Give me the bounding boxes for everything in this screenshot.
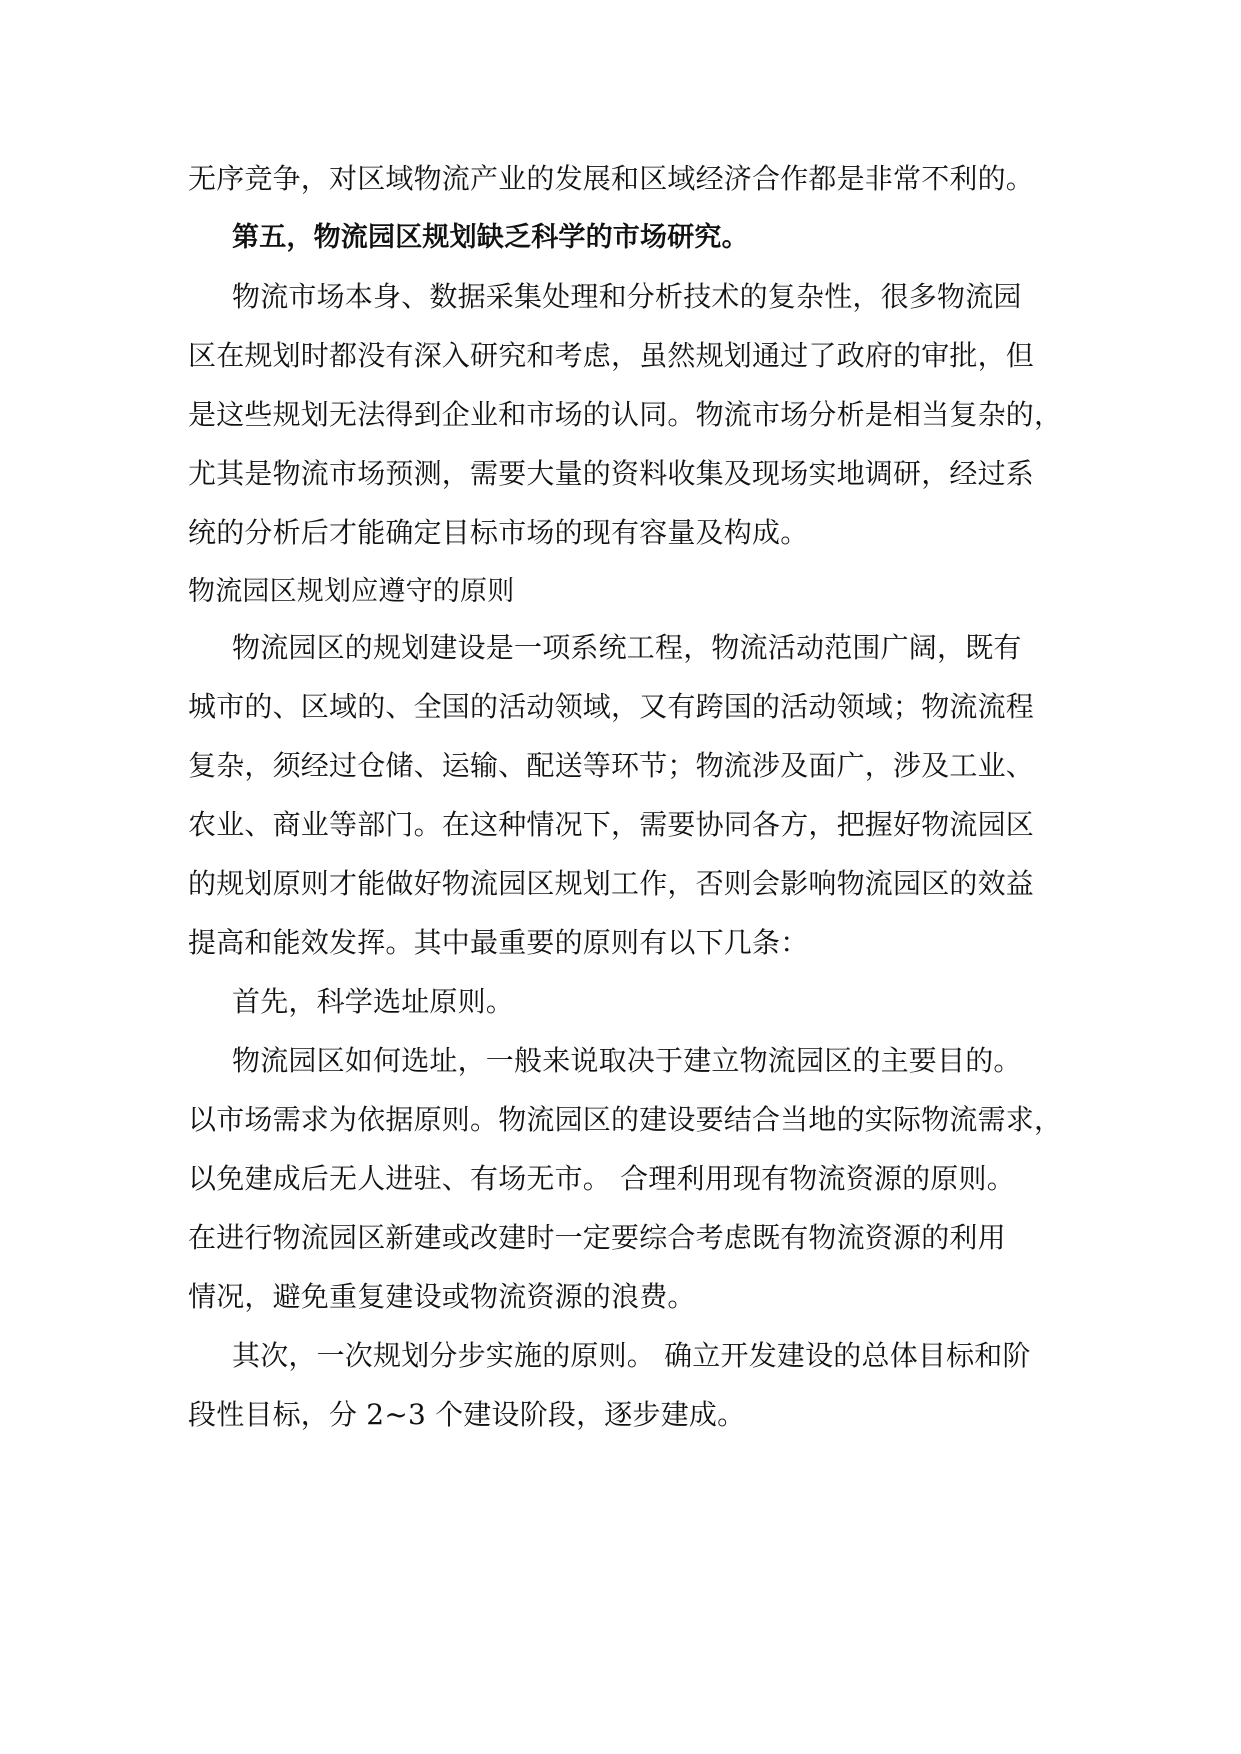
text-line: 尤其是物流市场预测，需要大量的资料收集及现场实地调研，经过系 <box>188 457 1035 490</box>
text-line: 物流园区如何选址，一般来说取决于建立物流园区的主要目的。 <box>232 1044 1022 1077</box>
text-line: 首先，科学选址原则。 <box>232 985 515 1018</box>
text-line: 物流园区的规划建设是一项系统工程，物流活动范围广阔，既有 <box>232 631 1022 664</box>
text-line: 的规划原则才能做好物流园区规划工作，否则会影响物流园区的效益 <box>188 867 1035 900</box>
text-line: 城市的、区域的、全国的活动领域，又有跨国的活动领域；物流流程 <box>188 690 1035 723</box>
section-heading: 第五，物流园区规划缺乏科学的市场研究。 <box>232 222 749 253</box>
text-line: 情况，避免重复建设或物流资源的浪费。 <box>188 1280 696 1313</box>
text-line: 区在规划时都没有深入研究和考虑，虽然规划通过了政府的审批，但 <box>188 339 1035 372</box>
text-line: 复杂，须经过仓储、运输、配送等环节；物流涉及面广，涉及工业、 <box>188 749 1035 782</box>
text-line: 无序竞争，对区域物流产业的发展和区域经济合作都是非常不利的。 <box>188 162 1035 195</box>
text-line: 以市场需求为依据原则。物流园区的建设要结合当地的实际物流需求， <box>188 1103 1063 1136</box>
text-line: 农业、商业等部门。在这种情况下，需要协同各方，把握好物流园区 <box>188 808 1035 841</box>
text-line: 是这些规划无法得到企业和市场的认同。物流市场分析是相当复杂的， <box>188 398 1063 431</box>
text-line: 统的分析后才能确定目标市场的现有容量及构成。 <box>188 516 809 549</box>
text-line: 其次，一次规划分步实施的原则。 确立开发建设的总体目标和阶 <box>232 1339 1031 1372</box>
text-line: 段性目标，分 2~3 个建设阶段，逐步建成。 <box>188 1398 746 1431</box>
text-line: 以免建成后无人进驻、有场无市。 合理利用现有物流资源的原则。 <box>188 1162 1015 1195</box>
section-title: 物流园区规划应遵守的原则 <box>188 576 515 607</box>
document-body <box>188 158 1063 1453</box>
text-line: 在进行物流园区新建或改建时一定要综合考虑既有物流资源的利用 <box>188 1221 1006 1254</box>
text-line: 提高和能效发挥。其中最重要的原则有以下几条： <box>188 926 809 959</box>
text-line: 物流市场本身、数据采集处理和分析技术的复杂性，很多物流园 <box>232 280 1022 313</box>
